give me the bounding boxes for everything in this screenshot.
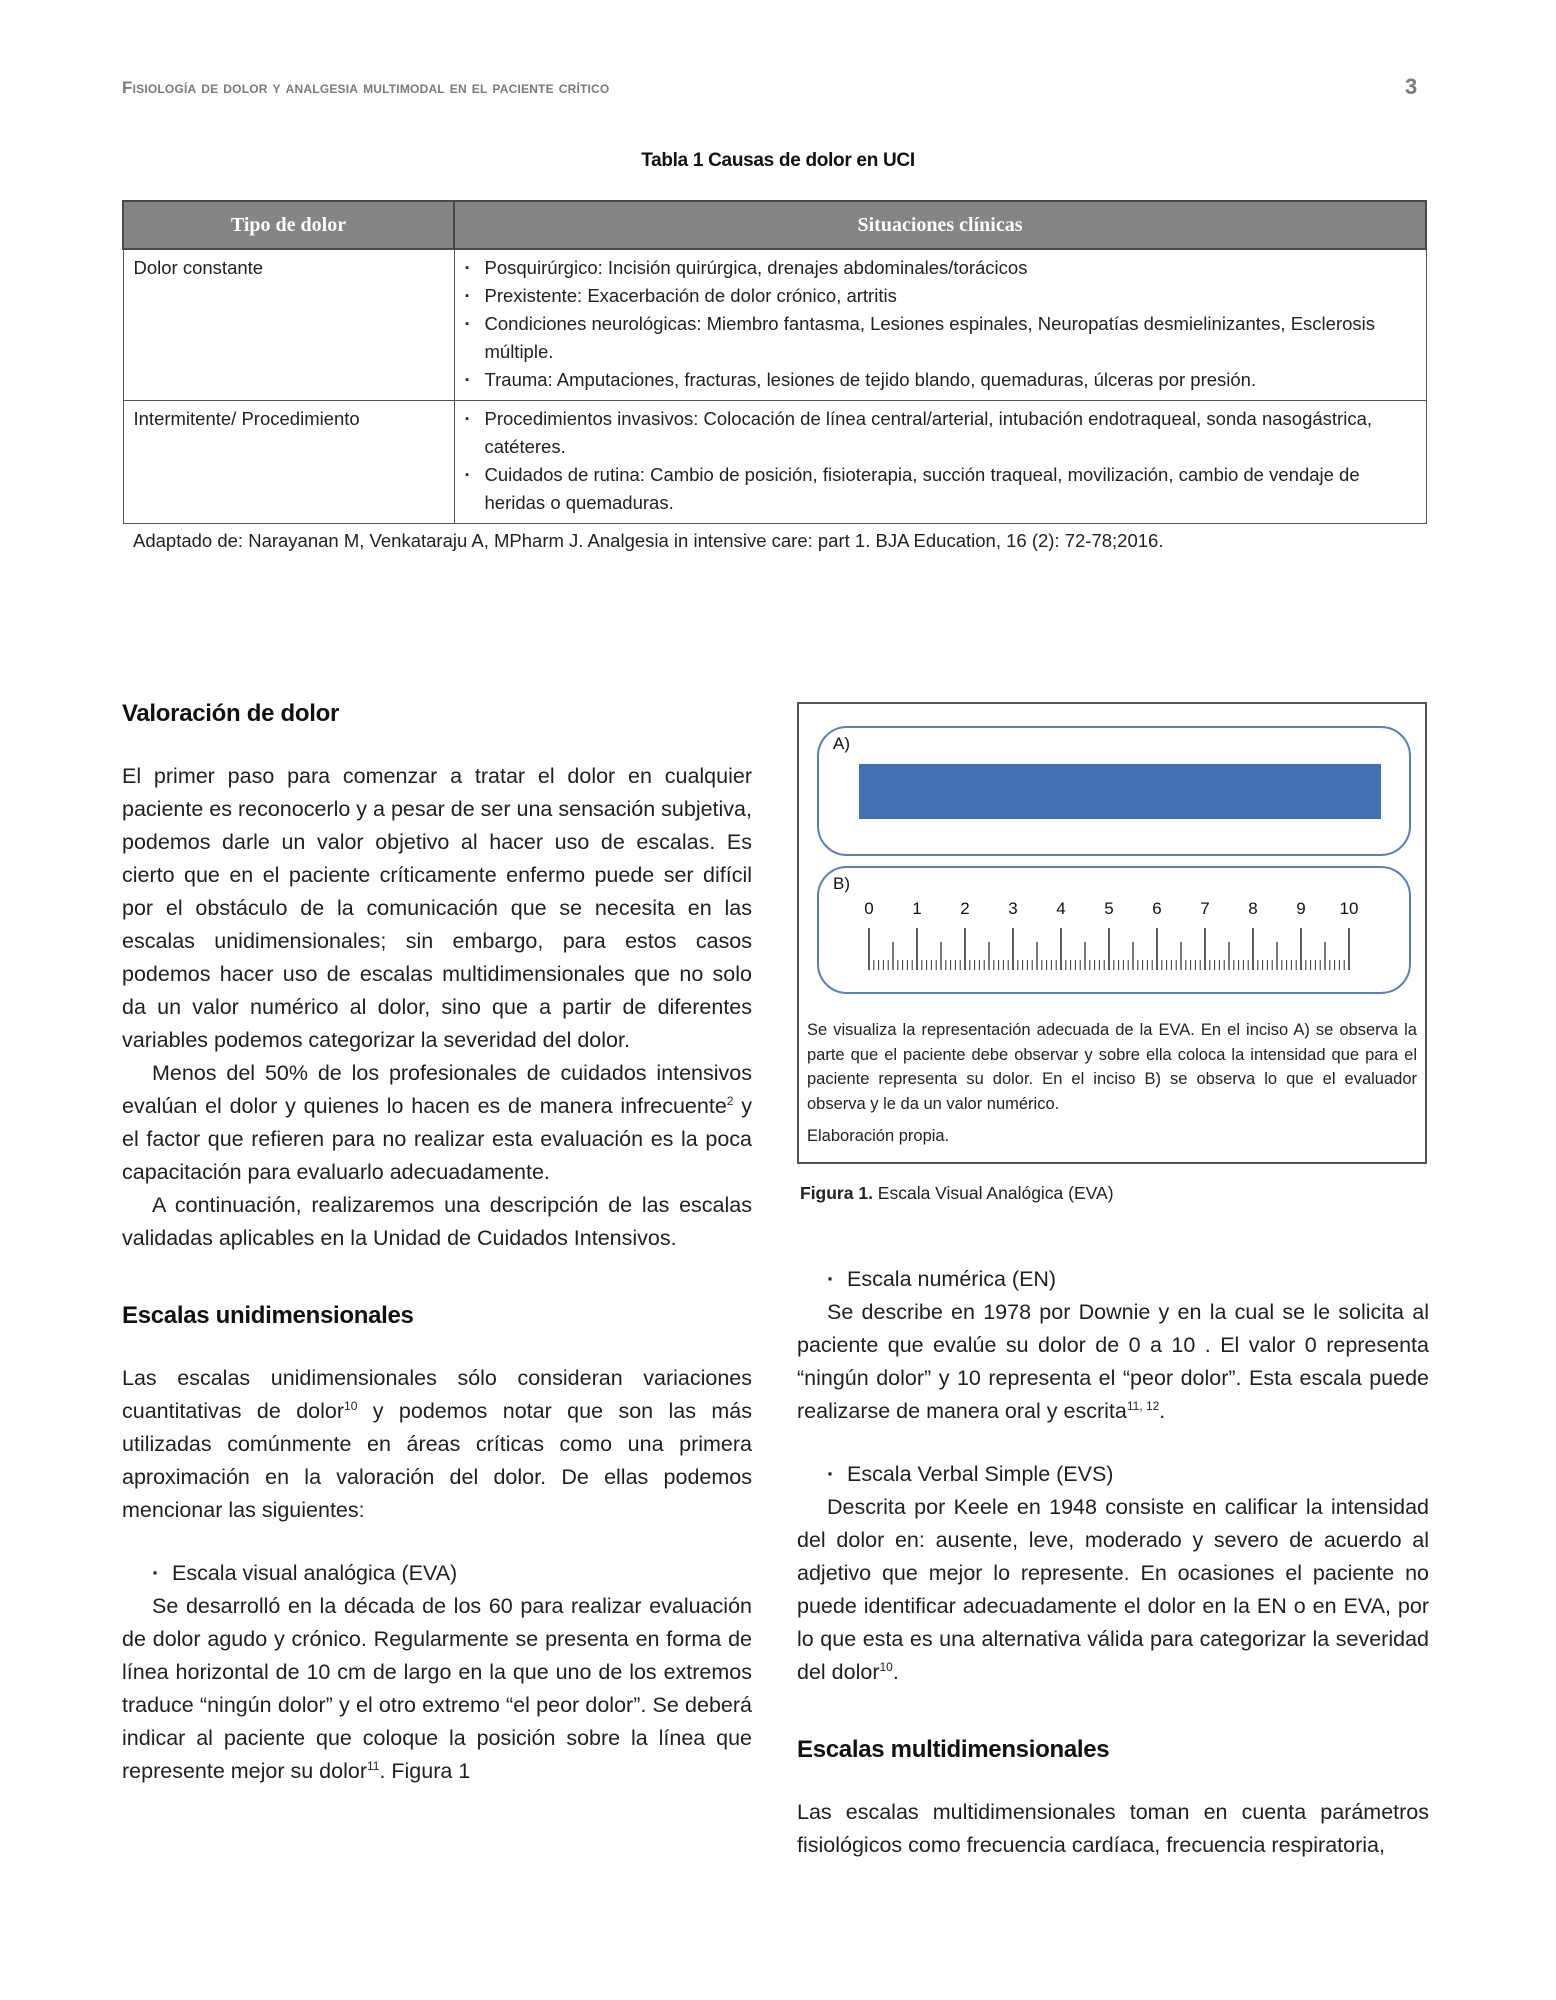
left-column — [122, 698, 752, 1788]
figure-caption-label: Figura 1. — [800, 1183, 873, 1203]
paragraph — [797, 1296, 1429, 1428]
scale-label: 9 — [1296, 899, 1306, 918]
panel-b-label: B) — [833, 874, 850, 893]
table-row — [123, 401, 1426, 524]
scale-label: 5 — [1104, 899, 1114, 918]
situations-cell — [454, 249, 1426, 401]
bullet-title-text: Escala numérica (EN) — [847, 1267, 1057, 1291]
paragraph: El primer paso para comenzar a tratar el dolor en cualquier paciente es reconocerlo y a pesar de ser una sensación subjetiva, podemos darle un valor objetivo al hacer uso de escalas. Es cierto que en el paciente críticamente enfermo puede ser difícil por el obstáculo de la comunicación que se necesita en las escalas unidimensionales; sin embargo, para estos casos podemos hacer uso de escalas multidimensionales que no solo da un valor numérico al dolor, sino que a partir de diferentes variables podemos categorizar la severidad del dolor. — [122, 764, 752, 1052]
bullet-eva — [122, 1557, 752, 1590]
scale-label: 3 — [1008, 899, 1018, 918]
figure-caption — [800, 1183, 1114, 1204]
figure-1 — [797, 702, 1427, 1164]
running-header: Fisiología de dolor y analgesia multimodal en el paciente crítico — [122, 78, 610, 97]
citation: 10 — [344, 1398, 358, 1413]
figure-reference: . Figura 1 — [379, 1759, 471, 1783]
bullet-icon: · — [152, 1561, 160, 1585]
column-header-situations: Situaciones clínicas — [454, 201, 1426, 249]
table-caption: Tabla 1 Causas de dolor en UCI — [641, 150, 915, 171]
paragraph — [122, 1362, 752, 1527]
paragraph: A continuación, realizaremos una descripción de las escalas validadas aplicables en la Unidad de Cuidados Intensivos. — [122, 1193, 752, 1250]
scale-label: 8 — [1248, 899, 1258, 918]
column-header-type: Tipo de dolor — [123, 201, 454, 249]
citation: 2 — [726, 1093, 734, 1108]
right-column — [797, 1263, 1429, 1862]
citation: 11 — [366, 1758, 380, 1773]
pain-type-cell: Intermitente/ Procedimiento — [123, 401, 454, 524]
table-header-row — [123, 201, 1426, 249]
figure-description — [807, 1018, 1417, 1149]
table-row — [123, 249, 1426, 401]
situation-item: · Trauma: Amputaciones, fracturas, lesiones de tejido blando, quemaduras, úlceras por presión. — [465, 366, 1416, 394]
eva-bar — [859, 764, 1381, 819]
section-heading-unidimensionales: Escalas unidimensionales — [122, 1302, 414, 1329]
panel-a-label: A) — [833, 734, 850, 753]
paragraph-text: y el factor que refieren para no realizar esta evaluación es la poca capacitación para evaluarlo adecuadamente. — [122, 1094, 752, 1184]
figure-caption-text: Escala Visual Analógica (EVA) — [872, 1183, 1114, 1203]
scale-label: 6 — [1152, 899, 1162, 918]
scale-label: 0 — [864, 899, 874, 918]
situations-list — [465, 405, 1416, 517]
paragraph-text: Se describe en 1978 por Downie y en la cual se le solicita al paciente que evalúe su dolor de 0 a 10 . El valor 0 representa “ningún dolor” y 10 representa el “peor dolor”. Esta escala puede realizarse de manera oral y escrita — [797, 1300, 1429, 1423]
scale-label: 2 — [960, 899, 970, 918]
bullet-en — [797, 1263, 1429, 1296]
paragraph-text: Menos del 50% de los profesionales de cuidados intensivos evalúan el dolor y quienes lo hacen es de manera infrecuente — [122, 1061, 752, 1118]
panel-b — [817, 866, 1411, 994]
figure-description-text: Se visualiza la representación adecuada de la EVA. En el inciso A) se observa la parte que el paciente debe observar y sobre ella coloca la intensidad que para el paciente representa su dolor. En el inciso B) se observa lo que el evaluador observa y le da un valor numérico. — [807, 1021, 1417, 1113]
situations-cell — [454, 401, 1426, 524]
paragraph — [122, 1590, 752, 1788]
paragraph-text: Se desarrolló en la década de los 60 para realizar evaluación de dolor agudo y crónico. Regularmente se presenta en forma de línea horizontal de 10 cm de largo en la que uno de los extremos traduce “ningún dolor” y el otro extremo “el peor dolor”. Se deberá indicar al paciente que coloque la posición sobre la línea que represente mejor su dolor — [122, 1594, 752, 1783]
bullet-title-text: Escala Verbal Simple (EVS) — [847, 1462, 1114, 1486]
citation: 11, 12 — [1126, 1398, 1160, 1413]
section-heading-valoracion: Valoración de dolor — [122, 700, 340, 727]
bullet-icon: · — [827, 1462, 835, 1486]
paragraph-text: Las escalas unidimensionales sólo consideran variaciones cuantitativas de dolor — [122, 1366, 752, 1423]
panel-a — [817, 726, 1411, 856]
pain-type-cell: Dolor constante — [123, 249, 454, 401]
paragraph-text: . — [892, 1660, 899, 1684]
pain-causes-table — [122, 200, 1427, 524]
paragraph-text: . — [1159, 1399, 1166, 1423]
situation-item: · Posquirúrgico: Incisión quirúrgica, drenajes abdominales/torácicos — [465, 254, 1416, 282]
figure-credit: Elaboración propia. — [807, 1127, 950, 1145]
situation-item: · Prexistente: Exacerbación de dolor crónico, artritis — [465, 282, 1416, 310]
numeric-ruler — [819, 868, 1413, 992]
table-source-note: Adaptado de: Narayanan M, Venkataraju A, MPharm J. Analgesia in intensive care: part 1. BJA Education, 16 (2): 72-78;2016. — [133, 530, 1164, 551]
citation: 10 — [879, 1659, 893, 1674]
paragraph-text: y podemos notar que son las más utilizadas comúnmente en áreas críticas como una primera aproximación en la valoración del dolor. De ellas podemos mencionar las siguientes: — [122, 1399, 752, 1522]
paragraph — [122, 1057, 752, 1189]
page-number: 3 — [1405, 74, 1418, 99]
situation-item: · Procedimientos invasivos: Colocación de línea central/arterial, intubación endotraqueal, sonda nasogástrica, catéteres. — [465, 405, 1416, 461]
paragraph: Las escalas multidimensionales toman en cuenta parámetros fisiológicos como frecuencia cardíaca, frecuencia respiratoria, — [797, 1800, 1429, 1857]
scale-label: 4 — [1056, 899, 1066, 918]
bullet-evs — [797, 1458, 1429, 1491]
situations-list — [465, 254, 1416, 394]
section-heading-multidimensionales: Escalas multidimensionales — [797, 1736, 1110, 1763]
paragraph — [797, 1491, 1429, 1689]
scale-label: 10 — [1339, 899, 1359, 918]
situation-item: · Condiciones neurológicas: Miembro fantasma, Lesiones espinales, Neuropatías desmielinizantes, Esclerosis múltiple. — [465, 310, 1416, 366]
scale-label: 7 — [1200, 899, 1210, 918]
bullet-title-text: Escala visual analógica (EVA) — [172, 1561, 458, 1585]
paragraph-text: Descrita por Keele en 1948 consiste en calificar la intensidad del dolor en: ausente, leve, moderado y severo de acuerdo al adjetivo que mejor lo represente. En ocasiones el paciente no puede identificar adecuadamente el dolor en la EN o en EVA, por lo que esta es una alternativa válida para categorizar la severidad del dolor — [797, 1495, 1429, 1684]
situation-item: · Cuidados de rutina: Cambio de posición, fisioterapia, succión traqueal, movilización, cambio de vendaje de heridas o quemaduras. — [465, 461, 1416, 517]
bullet-icon: · — [827, 1267, 835, 1291]
scale-label: 1 — [912, 899, 922, 918]
